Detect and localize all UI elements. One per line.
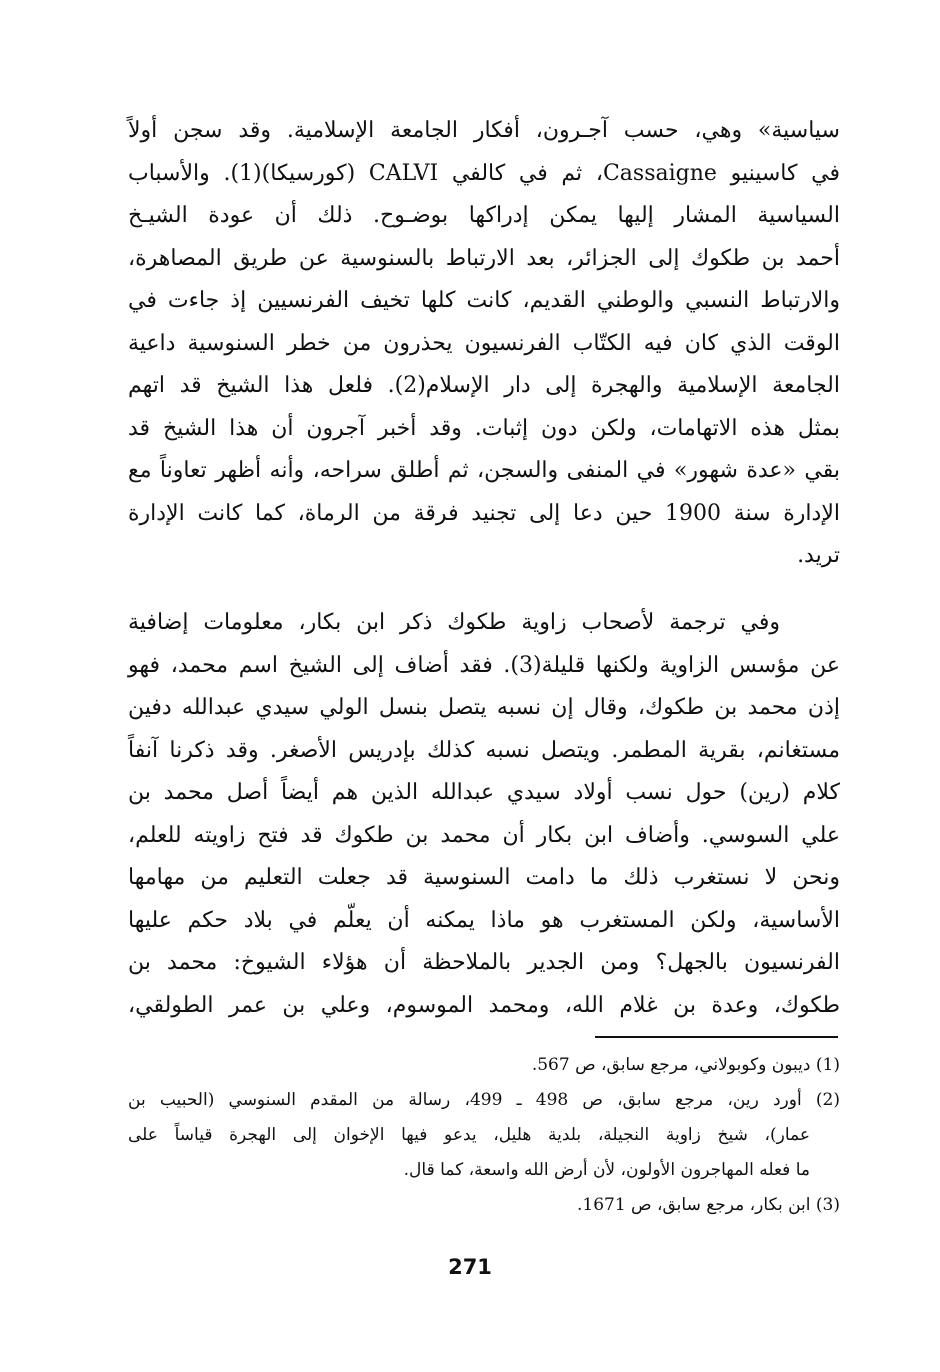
page-number: 271 xyxy=(448,1255,492,1279)
text-line: وفي ترجمة لأصحاب زاوية طكوك ذكر ابن بكار، معلومات إضافية xyxy=(128,610,780,635)
text-line: سياسية» وهي، حسب آجـرون، أفكار الجامعة الإسلامية. وقد سجن أولاً xyxy=(128,118,840,143)
text-line: تريد. xyxy=(797,543,840,568)
footnote-2: (2) أورد رين، مرجع سابق، ص 498 ـ 499، رسالة من المقدم السنوسي (الحبيب بن xyxy=(128,1090,840,1110)
text-line: مستغانم، بقرية المطمر. ويتصل نسبه كذلك بإدريس الأصغر. وقد ذكرنا آنفاً xyxy=(128,737,840,763)
text-line: بقي «عدة شهور» في المنفى والسجن، ثم أطلق سراحه، وأنه أظهر تعاوناً مع xyxy=(128,458,840,483)
text-line: كلام (رين) حول نسب أولاد سيدي عبدالله الذين هم أيضاً أصل محمد بن xyxy=(128,780,840,805)
text-line: طكوك، وعدة بن غلام الله، ومحمد الموسوم، وعلي بن عمر الطولقي، xyxy=(128,992,840,1018)
text-line: الوقت الذي كان فيه الكتّاب الفرنسيون يحذرون من خطر السنوسية داعية xyxy=(128,330,840,356)
text-line: الجامعة الإسلامية والهجرة إلى دار الإسلام(2). فلعل هذا الشيخ قد اتهم xyxy=(128,373,840,398)
text-line: بمثل هذه الاتهامات، ولكن دون إثبات. وقد أخبر آجرون أن هذا الشيخ قد xyxy=(128,415,840,441)
footnote-2-continuation: ما فعله المهاجرون الأولون، لأن أرض الله واسعة، كما قال. xyxy=(403,1160,810,1180)
text-line: الأساسية، ولكن المستغرب هو ماذا يمكنه أن يعلّم في بلاد حكم عليها xyxy=(128,907,840,933)
text-line: السياسية المشار إليها يمكن إدراكها بوضـوح. ذلك أن عودة الشيـخ xyxy=(128,203,840,228)
text-line: والارتباط النسبي والوطني القديم، كانت كلها تخيف الفرنسيين إذ جاءت في xyxy=(128,288,840,313)
footnotes xyxy=(128,1048,840,1223)
text-line: الإدارة سنة 1900 حين دعا إلى تجنيد فرقة من الرماة، كما كانت الإدارة xyxy=(128,500,840,526)
text-line: في كاسينيو Cassaigne، ثم في كالفي CALVI (كورسيكا)(1). والأسباب xyxy=(128,160,841,186)
footnote-2-continuation: عمار)، شيخ زاوية النجيلة، بلدية هليل، يدعو فيها الإخوان إلى الهجرة قياساً على xyxy=(128,1125,810,1145)
text-line: أحمد بن طكوك إلى الجزائر، بعد الارتباط بالسنوسية عن طريق المصاهرة، xyxy=(128,245,840,271)
paragraph-2 xyxy=(128,602,840,1027)
text-line: الفرنسيون بالجهل؟ ومن الجدير بالملاحظة أن هؤلاء الشيوخ: محمد بن xyxy=(128,950,840,975)
text-line: ونحن لا نستغرب ذلك ما دامت السنوسية قد جعلت التعليم من مهامها xyxy=(128,865,840,890)
text-line: إذن محمد بن طكوك، وقال إن نسبه يتصل بنسل الولي سيدي عبدالله دفين xyxy=(128,695,840,720)
paragraph-1 xyxy=(128,110,840,578)
footnote-1: (1) ديبون وكوبولاني، مرجع سابق، ص 567. xyxy=(531,1055,840,1075)
text-line: علي السوسي. وأضاف ابن بكار أن محمد بن طكوك قد فتح زاويته للعلم، xyxy=(128,822,840,848)
footnote-3: (3) ابن بكار، مرجع سابق، ص 1671. xyxy=(576,1195,840,1215)
footnote-divider xyxy=(595,1036,838,1038)
text-line: عن مؤسس الزاوية ولكنها قليلة(3). فقد أضاف إلى الشيخ اسم محمد، فهو xyxy=(128,652,840,678)
